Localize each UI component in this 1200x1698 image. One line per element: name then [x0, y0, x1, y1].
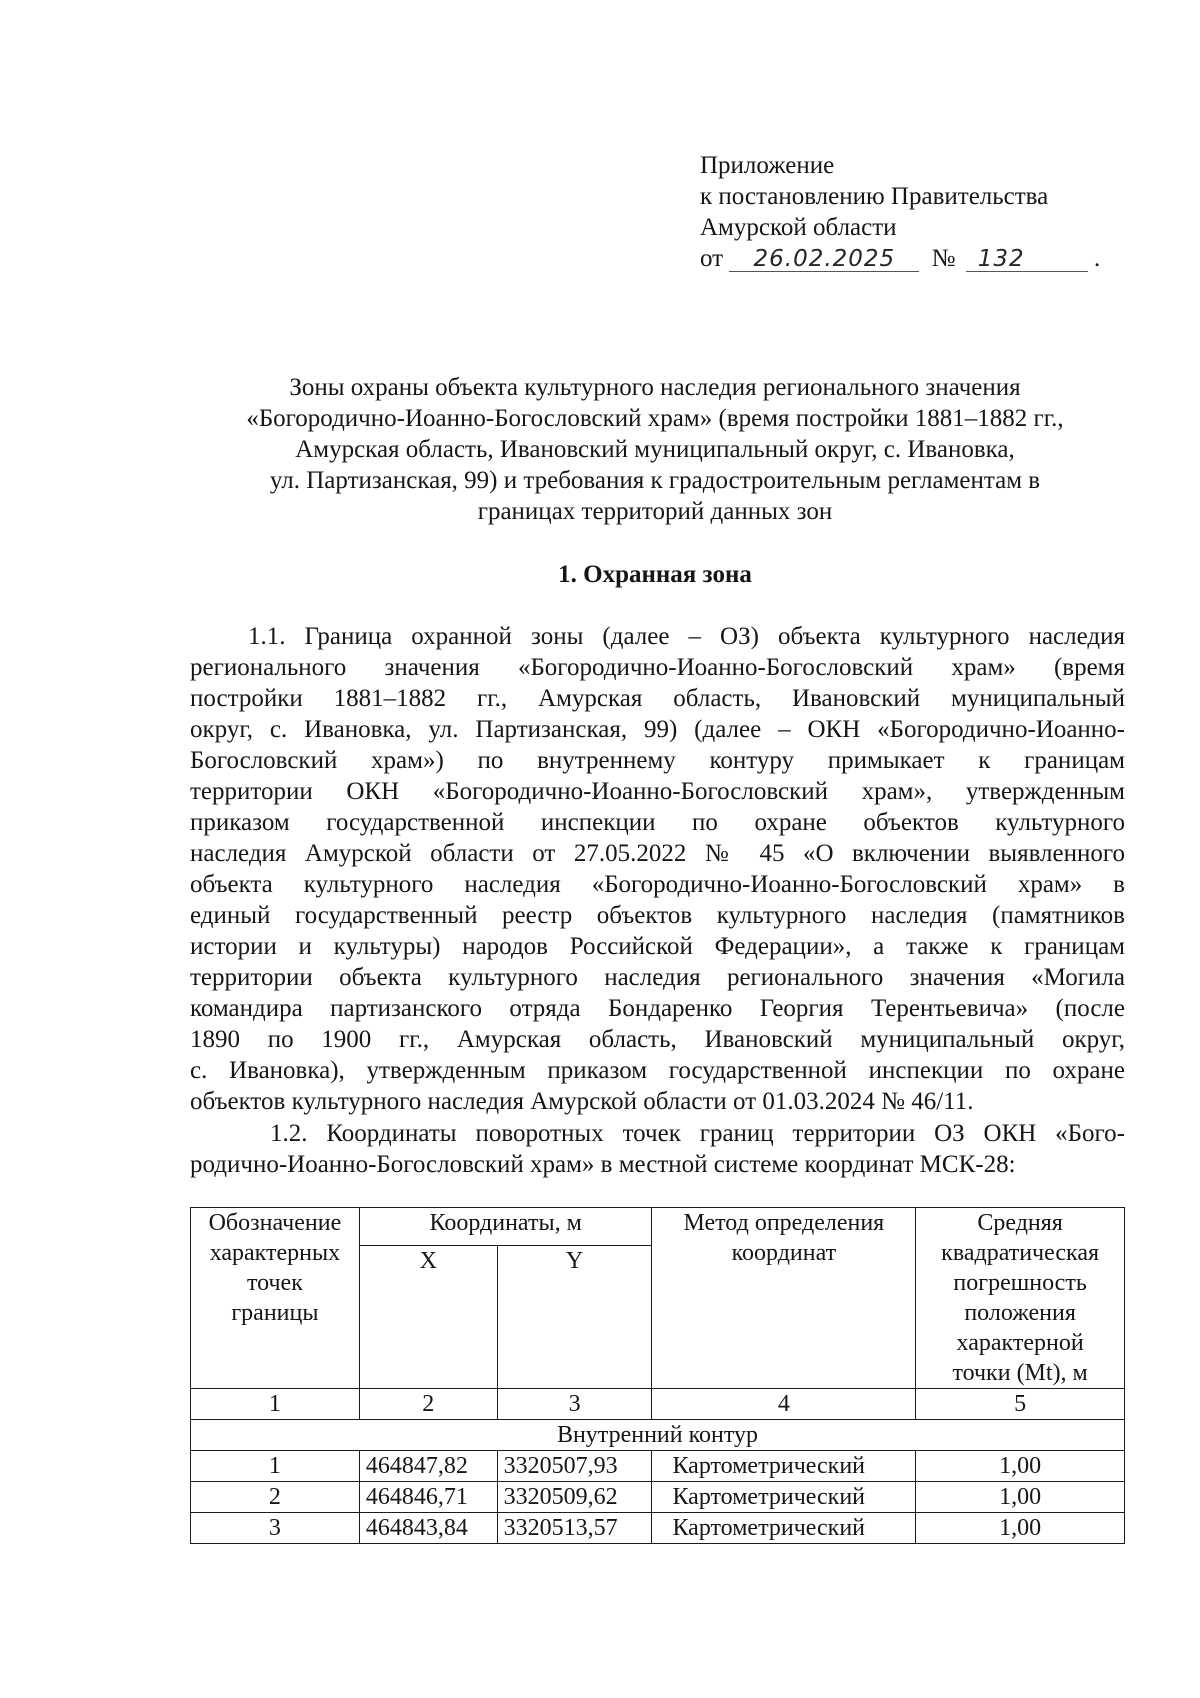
header-point-line: границы [231, 1300, 319, 1326]
point-cell: 3 [191, 1513, 360, 1544]
number-label: № [931, 245, 956, 272]
header-coordinates: Координаты, м [359, 1208, 652, 1246]
document-title [190, 372, 1120, 527]
table-row [191, 1482, 1125, 1513]
paragraph-line: Богословский храм») по внутреннему контуру примыкает к границам [190, 747, 1125, 774]
appendix-header [700, 150, 1100, 274]
group-row [191, 1420, 1125, 1451]
header-method [652, 1208, 916, 1389]
paragraph-line: истории и культуры) народов Российской Федерации», а также к границам [190, 933, 1125, 960]
header-point [191, 1208, 360, 1389]
paragraph-line: постройки 1881–1882 гг., Амурская область, Ивановский муниципальный [190, 685, 1125, 712]
paragraph-line: с. Ивановка), утвержденным приказом государственной инспекции по охране [190, 1057, 1125, 1084]
error-cell: 1,00 [916, 1513, 1125, 1544]
from-label: от [700, 245, 724, 272]
header-x: X [359, 1246, 497, 1389]
paragraph-line: единый государственный реестр объектов культурного наследия (памятников [190, 902, 1125, 929]
header-error-line: погрешность [953, 1270, 1087, 1296]
y-cell: 3320507,93 [497, 1451, 652, 1482]
appendix-line-3: Амурской области [700, 214, 897, 241]
paragraph-line: родично-Иоанно-Богословский храм» в местной системе координат МСК-28: [190, 1151, 1016, 1178]
coordinates-table [190, 1207, 1125, 1544]
header-method-line: координат [731, 1240, 837, 1266]
column-number: 1 [191, 1389, 360, 1420]
appendix-line-1: Приложение [700, 152, 835, 179]
group-label: Внутренний контур [191, 1420, 1125, 1451]
paragraph-line: 1890 по 1900 гг., Амурская область, Ивановский муниципальный округ, [190, 1026, 1125, 1053]
title-line-4: ул. Партизанская, 99) и требования к градостроительным регламентам в [269, 467, 1041, 494]
header-error-line: Средняя [977, 1210, 1063, 1236]
paragraph-line: командира партизанского отряда Бондаренко Георгия Терентьевича» (после [190, 995, 1125, 1022]
table-header-row [191, 1208, 1125, 1246]
paragraph-line: территории объекта культурного наследия регионального значения «Могила [190, 964, 1125, 991]
paragraph-line: территории ОКН «Богородично-Иоанно-Богословский храм», утвержденным [190, 778, 1125, 805]
paragraph-1-2 [190, 1118, 1125, 1180]
column-number: 5 [916, 1389, 1125, 1420]
x-cell: 464843,84 [359, 1513, 497, 1544]
paragraph-line: объекта культурного наследия «Богородично-Иоанно-Богословский храм» в [190, 871, 1125, 898]
y-cell: 3320513,57 [497, 1513, 652, 1544]
header-point-line: Обозначение [208, 1210, 342, 1236]
point-cell: 1 [191, 1451, 360, 1482]
title-line-2: «Богородично-Иоанно-Богословский храм» (время постройки 1881–1882 гг., [246, 405, 1064, 432]
title-line-1: Зоны охраны объекта культурного наследия регионального значения [289, 374, 1021, 401]
header-error-line: точки (Mt), м [952, 1360, 1088, 1386]
paragraph-1-1 [190, 621, 1125, 1117]
paragraph-line: объектов культурного наследия Амурской области от 01.03.2024 № 46/11. [190, 1088, 974, 1115]
title-line-5: границах территорий данных зон [477, 498, 833, 525]
paragraph-line: 1.1. Граница охранной зоны (далее – ОЗ) объекта культурного наследия [248, 623, 1125, 650]
header-method-line: Метод определения [683, 1210, 885, 1236]
header-error-line: квадратическая [941, 1240, 1100, 1266]
table-row [191, 1513, 1125, 1544]
error-cell: 1,00 [916, 1482, 1125, 1513]
x-cell: 464847,82 [359, 1451, 497, 1482]
header-error-line: характерной [956, 1330, 1084, 1356]
paragraph-line: округ, с. Ивановка, ул. Партизанская, 99) (далее – ОКН «Богородично-Иоанно- [190, 716, 1125, 743]
appendix-date-line [700, 243, 1100, 274]
error-cell: 1,00 [916, 1451, 1125, 1482]
handwritten-number: 132 [966, 247, 1088, 272]
title-line-3: Амурская область, Ивановский муниципальный округ, с. Ивановка, [295, 436, 1015, 463]
column-number: 3 [497, 1389, 652, 1420]
point-cell: 2 [191, 1482, 360, 1513]
header-y: Y [497, 1246, 652, 1389]
column-number: 4 [652, 1389, 916, 1420]
column-number-row [191, 1389, 1125, 1420]
x-cell: 464846,71 [359, 1482, 497, 1513]
y-cell: 3320509,62 [497, 1482, 652, 1513]
header-error-line: положения [964, 1300, 1076, 1326]
method-cell: Картометрический [652, 1513, 916, 1544]
method-cell: Картометрический [652, 1451, 916, 1482]
paragraph-line: 1.2. Координаты поворотных точек границ территории ОЗ ОКН «Бого- [270, 1120, 1125, 1147]
paragraph-line: наследия Амурской области от 27.05.2022 № 45 «О включении выявленного [190, 840, 1125, 867]
header-point-line: точек [246, 1270, 303, 1296]
header-point-line: характерных [209, 1240, 341, 1266]
paragraph-line: регионального значения «Богородично-Иоанно-Богословский храм» (время [190, 654, 1125, 681]
column-number: 2 [359, 1389, 497, 1420]
table-row [191, 1451, 1125, 1482]
handwritten-date: 26.02.2025 [729, 247, 919, 272]
trailing-dot: . [1093, 245, 1101, 272]
appendix-line-2: к постановлению Правительства [700, 183, 1049, 210]
paragraph-line: приказом государственной инспекции по охране объектов культурного [190, 809, 1125, 836]
method-cell: Картометрический [652, 1482, 916, 1513]
section-heading: 1. Охранная зона [558, 561, 752, 588]
header-error [916, 1208, 1125, 1389]
